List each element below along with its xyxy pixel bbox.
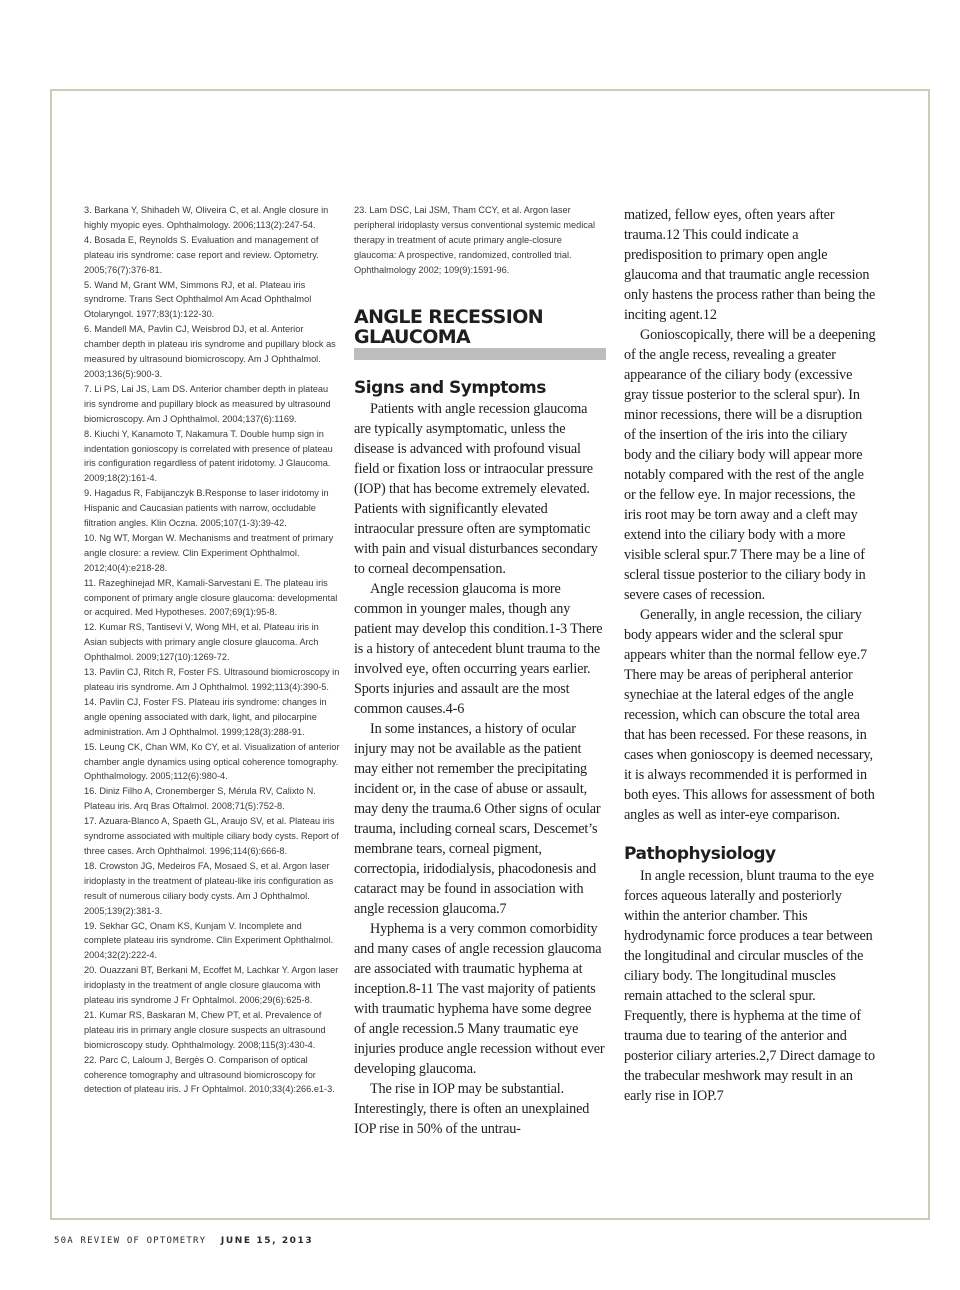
reference-item-3: 5. Wand M, Grant WM, Simmons RJ, et al. Plateau iris syndrome. Trans Sect Ophthalmol Am Acad Ophthalmol Otolaryngol. 1977;83(1):122-30. [84, 279, 312, 320]
reference-item-12: 14. Pavlin CJ, Foster FS. Plateau iris syndrome: changes in angle opening associated with dark, light, and pilocarpine administration. Am J Ophthalmol. 1999;128(3):288-91. [84, 696, 327, 737]
reference-item-9: 11. Razeghinejad MR, Kamali-Sarvestani E. The plateau iris component of primary angle closure glaucoma: developmental or acquired. Med Hypotheses. 2007;69(1):95-8. [84, 577, 338, 618]
reference-item-17: 19. Sekhar GC, Onam KS, Kunjam V. Incomplete and complete plateau iris syndrome. Clin Experiment Ophthalmol. 2004;32(2):222-4. [84, 920, 334, 961]
paragraph-2: Angle recession glaucoma is more common in younger males, though any patient may develop this condition.1-3 There is a history of antecedent blunt trauma to the involved eye, often occurring years earlier. Sports injuries and assault are the most common causes.4-6 [354, 580, 603, 717]
reference-item-6: 8. Kiuchi Y, Kanamoto T, Nakamura T. Double hump sign in indentation gonioscopy is correlated with presence of plateau iris configuration regardless of patent iridotomy. J Glaucoma. 2009;18(2):161-4. [84, 428, 333, 484]
paragraph-1: In angle recession, blunt trauma to the eye forces aqueous laterally and posteriorly within the anterior chamber. This hydrodynamic force produces a tear between the longitudinal and circular muscles of the ciliary body. The longitudinal muscles remain attached to the scleral spur. Frequently, there is hyphema at the time of trauma due to tearing of the anterior and posterior ciliary arteries.2,7 Direct damage to the trabecular meshwork may result in an early rise in IOP.7 [624, 868, 875, 1104]
reference-item-2: 4. Bosada E, Reynolds S. Evaluation and management of plateau iris syndrome: case report and review. Optometry. 2005;76(7):376-81. [84, 234, 319, 275]
page-footer [54, 1236, 313, 1246]
reference-item-11: 13. Pavlin CJ, Ritch R, Foster FS. Ultrasound biomicroscopy in plateau iris syndrome. Am J Ophthalmol. 1992;113(4):390-5. [84, 667, 340, 692]
reference-item-8: 10. Ng WT, Morgan W. Mechanisms and treatment of primary angle closure: a review. Clin Experiment Ophthalmol. 2012;40(4):e218-28. [84, 532, 334, 573]
reference-item-18: 20. Ouazzani BT, Berkani M, Ecoffet M, Lachkar Y. Argon laser iridoplasty in the treatment of angle closure glaucoma with plateau iris syndrome J Fr Ophtalmol. 2006;29(6):625-8. [84, 965, 339, 1006]
reference-item-15: 17. Azuara-Blanco A, Spaeth GL, Araujo SV, et al. Plateau iris syndrome associated with multiple ciliary body cysts. Report of three cases. Arch Ophthalmol. 1996;114(6):666-8. [84, 816, 339, 856]
reference-item-16: 18. Crowston JG, Medeiros FA, Mosaed S, et al. Argon laser iridoplasty in the treatment of plateau-like iris configuration as result of numerous ciliary body cysts. Am J Ophthalmol. 2005;139(2):381-3. [84, 860, 334, 916]
section-title [354, 307, 606, 360]
section-title-line-2: GLAUCOMA [354, 325, 471, 348]
reference-item-19: 21. Kumar RS, Baskaran M, Chew PT, et al. Prevalence of plateau iris in primary angle closure suspects an ultrasound biomicroscopy study. Ophthalmology. 2008;115(3):430-4. [84, 1009, 326, 1050]
page-number: 50A [54, 1236, 74, 1246]
issue-date: JUNE 15, 2013 [220, 1236, 314, 1246]
reference-23: 23. Lam DSC, Lai JSM, Tham CCY, et al. Argon laser peripheral iridoplasty versus conventional systemic medical therapy in treatment of acute primary angle-closure glaucoma: A prospective, randomized, controlled trial. Ophthalmology 2002; 109(9):1591-96. [354, 205, 596, 275]
section-title-line-1: ANGLE RECESSION [354, 305, 544, 328]
right-body-top [624, 205, 876, 825]
reference-item-1: 3. Barkana Y, Shihadeh W, Oliveira C, et al. Angle closure in highly myopic eyes. Ophthalmology. 2006;113(2):247-54. [84, 205, 329, 230]
reference-item-7: 9. Hagadus R, Fabijanczyk B.Response to laser iridotomy in Hispanic and Caucasian patients with narrow, occludable filtration angles. Klin Oczna. 2005;107(1-3):39-42. [84, 488, 329, 529]
paragraph-1: matized, fellow eyes, often years after trauma.12 This could indicate a predisposition to primary open angle glaucoma and that traumatic angle recession only hastens the process rather than being the inciting agent.12 [624, 207, 876, 323]
paragraph-5: The rise in IOP may be substantial. Interestingly, there is often an unexplained IOP rise in 50% of the untrau- [354, 1080, 590, 1137]
paragraph-4: Hyphema is a very common comorbidity and many cases of angle recession glaucoma are associated with traumatic hyphema at inception.8-11 The vast majority of patients with traumatic hyphema have some degree of angle recession.5 Many traumatic eye injuries produce angle recession without ever developing glaucoma. [354, 920, 605, 1077]
journal-name: REVIEW OF OPTOMETRY [80, 1236, 207, 1246]
paragraph-1: Patients with angle recession glaucoma are typically asymptomatic, unless the disease is advanced with profound visual field or fixation loss or intraocular pressure (IOP) that has become extremely elevated. Patients with significantly elevated intraocular pressure often are symptomatic with pain and visual disturbances secondary to corneal decompensation. [354, 400, 598, 577]
reference-item-4: 6. Mandell MA, Pavlin CJ, Weisbrod DJ, et al. Anterior chamber depth in plateau iris syndrome and pupillary block as measured by ultrasound biomicroscopy. Am J Ophthalmol. 2003;136(5):900-3. [84, 324, 336, 379]
middle-column [354, 203, 606, 1139]
reference-item-13: 15. Leung CK, Chan WM, Ko CY, et al. Visualization of anterior chamber angle dynamics using optical coherence tomography. Ophthalmology. 2005;112(6):980-4. [84, 741, 340, 782]
subhead-signs-symptoms: Signs and Symptoms [354, 377, 546, 398]
reference-item-20: 22. Parc C, Laloum J, Bergès O. Comparison of optical coherence tomography and ultrasound biomicroscopy for detection of plateau iris. J Fr Ophtalmol. 2010;33(4):266.e1-3. [84, 1054, 335, 1095]
middle-body [354, 399, 606, 1139]
paragraph-2: Gonioscopically, there will be a deepening of the angle recess, revealing a greater appearance of the ciliary body (excessive gray tissue posterior to the scleral spur). In minor recessions, there will be a disruption of the insertion of the iris into the ciliary body and the ciliary body will appear more notably compared with the rest of the angle or the fellow eye. In major recessions, the iris root may be torn away and a cleft may extend into the ciliary body with a more visible scleral spur.7 There may be a line of scleral tissue posterior to the ciliary body in severe cases of recession. [624, 327, 876, 603]
reference-item-10: 12. Kumar RS, Tantisevi V, Wong MH, et al. Plateau iris in Asian subjects with primary angle closure glaucoma. Arch Ophthalmol. 2009;127(10):1269-72. [84, 622, 319, 663]
reference-item-5: 7. Li PS, Lai JS, Lam DS. Anterior chamber depth in plateau iris syndrome and pupillary block as measured by ultrasound biomicroscopy. Am J Ophthalmol. 2004;137(6):1169. [84, 383, 331, 424]
references-column [84, 203, 340, 1097]
right-body-bottom [624, 866, 876, 1106]
subhead-pathophysiology: Pathophysiology [624, 844, 776, 864]
paragraph-3: Generally, in angle recession, the ciliary body appears wider and the scleral spur appears whiter than the normal fellow eye.7 There may be areas of peripheral anterior synechiae at the lateral edges of the angle recession, which can obscure the total area that has been recessed. For these reasons, in cases when gonioscopy is deemed necessary, it is always recommended it is performed in both eyes. This allows for assessment of both angles as well as inter-eye comparison. [624, 607, 875, 823]
reference-item-14: 16. Diniz Filho A, Cronemberger S, Mérula RV, Calixto N. Plateau iris. Arq Bras Oftalmol. 2008;71(5):752-8. [84, 786, 316, 812]
right-column [624, 205, 876, 1106]
paragraph-3: In some instances, a history of ocular injury may not be available as the patient may either not remember the precipitating incident or, in the case of abuse or assault, may deny the trauma.6 Other signs of ocular trauma, including corneal scars, Descemet’s membrane tears, corneal pigment, correctopia, iridodialysis, phacodonesis and cataract may be found in association with angle recession glaucoma.7 [354, 720, 601, 917]
